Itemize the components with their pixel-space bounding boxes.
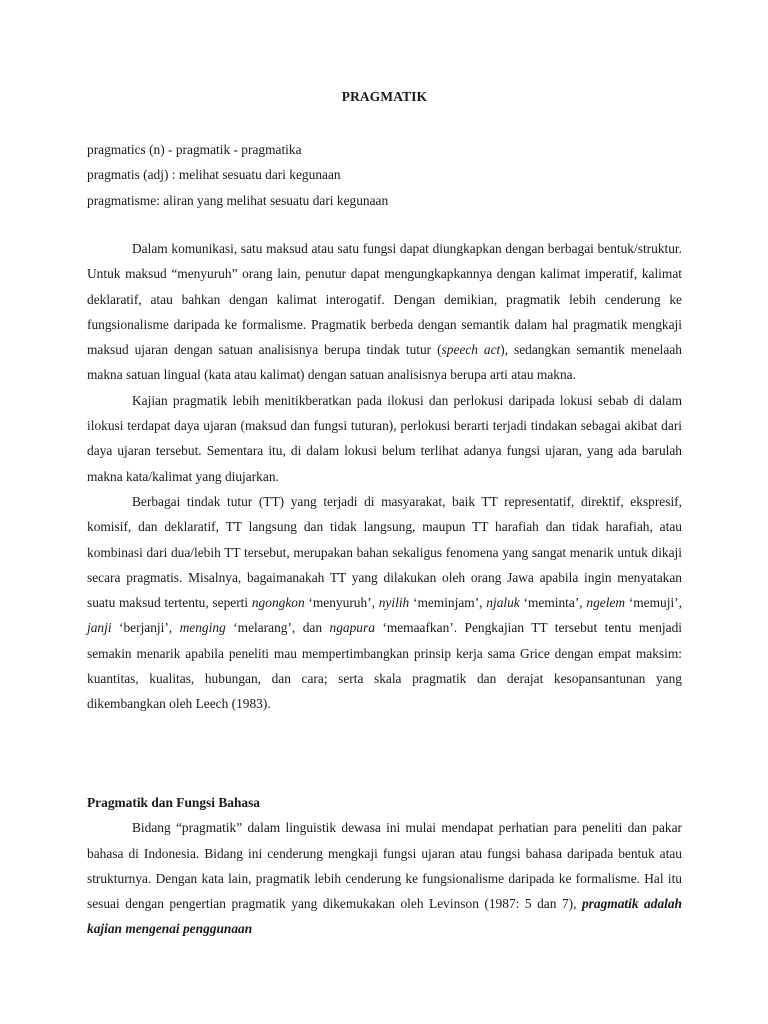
gloss-text: ‘melarang’, dan: [225, 620, 330, 636]
gloss-text: ‘memuji’,: [625, 595, 682, 611]
bold-italic-quote: pragmatik adalah kajian mengenai penggunaan: [87, 896, 682, 937]
paragraph-text: ), sedangkan semantik menelaah makna satuan lingual (kata atau kalimat) dengan satuan analisisnya berupa arti atau makna.: [87, 342, 682, 383]
javanese-term: menging: [179, 620, 226, 636]
paragraph-3: [87, 489, 682, 717]
javanese-term: ngelem: [586, 595, 626, 611]
javanese-term: nyilih: [378, 595, 410, 611]
javanese-term: janji: [87, 620, 112, 636]
paragraph-text: Dalam komunikasi, satu maksud atau satu fungsi dapat diungkapkan dengan berbagai bentuk/struktur. Untuk maksud “menyuruh” orang lain, penutur dapat mengungkapkannya dengan kalimat imperatif, kalimat deklaratif, atau bahkan dengan kalimat interogatif. Dengan demikian, pragmatik lebih cenderung ke fungsionalisme daripada ke formalisme. Pragmatik berbeda dengan semantik dalam hal pragmatik mengkaji maksud ujaran dengan satuan analisisnya berupa tindak tutur (: [87, 241, 682, 358]
gloss-text: ‘meminta’,: [519, 595, 587, 611]
definitions-list: [87, 137, 682, 213]
body-text: [87, 236, 682, 717]
definition-line: pragmatics (n) - pragmatik - pragmatika: [87, 142, 302, 157]
paragraph-text: Berbagai tindak tutur (TT) yang terjadi di masyarakat, baik TT representatif, direktif, ekspresif, komisif, dan deklaratif, TT langsung dan tidak langsung, maupun TT harafiah dan tidak harafiah, atau kombinasi dari dua/lebih TT tersebut, merupakan bahan sekaligus fenomena yang sangat menarik untuk dikaji secara pragmatis. Misalnya, bagaimanakah TT yang dilakukan oleh orang Jawa apabila ingin menyatakan suatu maksud tertentu, seperti: [87, 493, 682, 611]
section-paragraph: [87, 815, 682, 941]
page-title: PRAGMATIK: [341, 89, 428, 104]
paragraph-2: Kajian pragmatik lebih menitikberatkan pada ilokusi dan perlokusi daripada lokusi sebab di dalam ilokusi terdapat daya ujaran (maksud dan fungsi tuturan), perlokusi berarti terjadi tindakan sebagai akibat dari daya ujaran tersebut. Sementara itu, di dalam lokusi belum terlihat adanya fungsi ujaran, yang ada barulah makna kata/kalimat yang diujarkan.: [87, 392, 682, 484]
javanese-term: ngongkon: [251, 595, 305, 611]
italic-term: speech act: [441, 342, 501, 358]
definition-line: pragmatisme: aliran yang melihat sesuatu dari kegunaan: [87, 192, 389, 208]
javanese-term: ngapura: [329, 620, 375, 636]
gloss-text: ‘menyuruh’,: [304, 595, 379, 611]
paragraph-text: ‘memaafkan’. Pengkajian TT tersebut tentu menjadi semakin menarik apabila peneliti mau mempertimbangkan prinsip kerja sama Grice dengan empat maksim: kuantitas, kualitas, hubungan, dan cara; serta skala pragmatik dan derajat kesopansantunan yang dikembangkan oleh Leech (1983).: [87, 620, 682, 712]
gloss-text: ‘berjanji’,: [111, 620, 180, 636]
gloss-text: ‘meminjam’,: [409, 595, 487, 611]
section-heading: Pragmatik dan Fungsi Bahasa: [87, 795, 260, 810]
paragraph-1: [87, 236, 682, 388]
section-block: [87, 790, 682, 942]
paragraph-text: Bidang “pragmatik” dalam linguistik dewasa ini mulai mendapat perhatian para peneliti dan pakar bahasa di Indonesia. Bidang ini cenderung mengkaji fungsi ujaran atau fungsi bahasa daripada bentuk atau strukturnya. Dengan kata lain, pragmatik lebih cenderung ke fungsionalisme daripada ke formalisme. Hal itu sesuai dengan pengertian pragmatik yang dikemukakan oleh Levinson (1987: 5 dan 7),: [87, 820, 682, 912]
javanese-term: njaluk: [486, 595, 520, 611]
definition-line: pragmatis (adj) : melihat sesuatu dari kegunaan: [87, 167, 341, 183]
